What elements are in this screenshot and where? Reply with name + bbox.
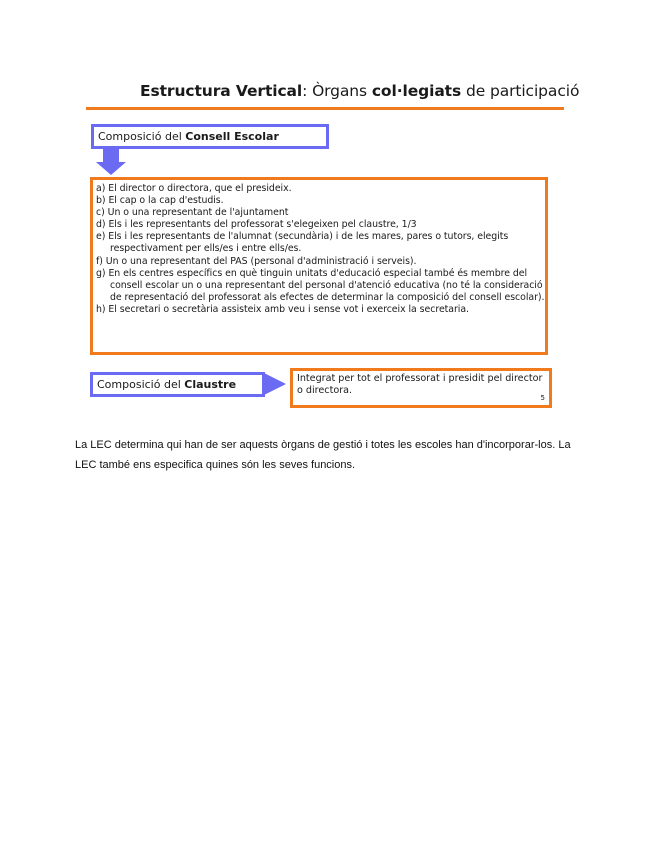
list-item: g) En els centres específics en què tinguin unitats d'educació especial també és membre del consell escolar un o una representant del personal d'atenció educativa (no té la consideració de representació del professorat als efectes de determinar la composició del consell escolar).: [96, 267, 545, 303]
slide-title: [140, 82, 580, 100]
list-item: h) El secretari o secretària assisteix amb veu i sense vot i exerceix la secretaria.: [96, 303, 469, 315]
consell-escolar-heading: [91, 124, 329, 149]
body-paragraph: La LEC determina qui han de ser aquests òrgans de gestió i totes les escoles han d'incorporar-los. La LEC també ens especifica quines són les seves funcions.: [75, 439, 571, 471]
down-arrow-icon: [96, 162, 126, 175]
claustre-heading-bold: Claustre: [184, 378, 237, 391]
list-item: d) Els i les representants del professorat s'elegeixen pel claustre, 1/3: [96, 219, 417, 231]
list-item: a) El director o directora, que el presideix.: [96, 183, 292, 194]
list-item: c) Un o una representant de l'ajuntament: [96, 207, 289, 219]
claustre-heading-prefix: Composició del: [97, 378, 185, 391]
claustre-description: Integrat per tot el professorat i presidit pel director o directora.: [297, 373, 543, 396]
consell-heading-prefix: Composició del: [98, 130, 186, 143]
claustre-heading: [90, 372, 265, 397]
title-part-2: : Òrgans: [302, 82, 372, 100]
title-part-4: de participació: [461, 82, 580, 100]
list-item: f) Un o una representant del PAS (personal d'administració i serveis).: [96, 255, 417, 267]
consell-composition-list: [93, 180, 545, 316]
title-part-3: col·legiats: [371, 82, 462, 100]
list-item: b) El cap o la cap d'estudis.: [96, 195, 224, 207]
right-arrow-icon: [262, 372, 286, 396]
slide-page-number: 5: [540, 394, 545, 402]
list-item: e) Els i les representants de l'alumnat (secundària) i de les mares, pares o tutors, elegits respectivament per ells/es i entre ells/es.: [96, 231, 509, 255]
consell-composition-box: [90, 177, 548, 355]
title-part-1: Estructura Vertical: [140, 82, 303, 100]
title-underline: [86, 107, 564, 110]
consell-heading-bold: Consell Escolar: [185, 130, 279, 143]
claustre-description-box: [290, 368, 552, 408]
down-arrow-shaft: [103, 149, 119, 163]
